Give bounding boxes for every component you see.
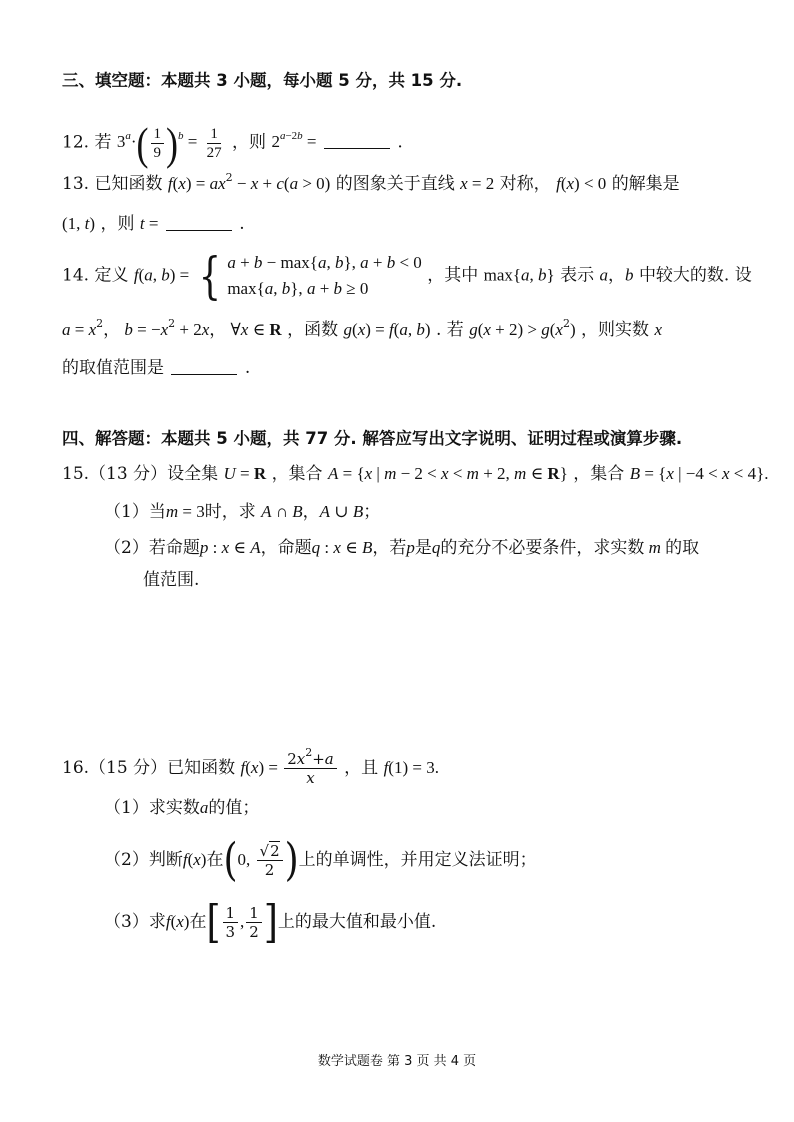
- q14-text-e: ，函数: [287, 320, 339, 340]
- q15-sub2-text-b: ，命题: [260, 538, 312, 558]
- q15-sub2-text-f: 的取: [665, 538, 700, 558]
- q15-points: （13 分）设全集: [89, 464, 219, 484]
- question-14-line3: [62, 356, 250, 380]
- q12-target: $2^{a-2b}$ =: [271, 130, 317, 152]
- q14-text-d: 中较大的数. 设: [638, 265, 752, 286]
- question-12: [62, 118, 403, 169]
- q16-sub3-text-b: 在: [189, 912, 207, 932]
- q16-sub1-text: 的值；: [208, 798, 260, 818]
- q16-and: ，且: [344, 758, 379, 778]
- q15-sub2-text-e: 的充分不必要条件，求实数: [440, 538, 645, 558]
- question-15-sub2: （2）若命题p : x ∈ A，命题q : x ∈ B，若p是q的充分不必要条件，求实数 m 的取: [104, 538, 700, 558]
- q16-sub3-label: （3）求: [104, 912, 166, 932]
- q16-sub2-text-b: 在: [206, 850, 224, 870]
- q16-sub3-text-c: 上的最大值和最小值.: [277, 912, 437, 932]
- question-16-sub3: （3）求f(x)在[ $\frac{1}{3}$ , $\frac{1}{2}$ ]上的最大值和最小值.: [104, 896, 437, 948]
- q13-text-d: 的解集是: [611, 174, 680, 194]
- q14-text-c: 表示: [560, 265, 595, 286]
- q14-piecewise: { a + b − max{a, b}, a + b < 0 max{a, b}, a + b ≥ 0: [198, 247, 422, 305]
- q13-text-a: 已知函数: [94, 174, 163, 194]
- q15-sub2-text-c: ，若: [372, 538, 407, 558]
- q16-sub1-label: （1）求实数: [104, 798, 200, 818]
- q14-end: .: [244, 358, 251, 378]
- q16-sub2-label: （2）判断: [104, 850, 183, 870]
- question-15-sub1: （1）当m = 3时，求 A ∩ B，A ∪ B；: [104, 502, 381, 522]
- q14-text-b: ，其中: [427, 265, 479, 286]
- q14-answer-blank[interactable]: [171, 358, 237, 375]
- q15-number: 15.: [62, 464, 90, 484]
- q16-number: 16.: [62, 758, 90, 778]
- question-14-line1: 14. 定义 f(a, b) = { a + b − max{a, b}, a + b < 0 max{a, b}, a + b ≥ 0 ，其中 max{a, b} 表示 a，b 中较大的数. 设: [62, 247, 752, 305]
- q14-text-h: 的取值范围是: [62, 358, 164, 378]
- q15-sub2-text-d: 是: [414, 538, 432, 558]
- question-15-sub2-line2: 值范围.: [143, 570, 200, 590]
- q15-text-b: ，集合: [573, 464, 625, 484]
- q12-suffix: ，则: [232, 132, 267, 153]
- q15-text-a: ，集合: [271, 464, 323, 484]
- q16-points: （15 分）已知函数: [89, 758, 236, 778]
- q13-end: .: [239, 214, 245, 234]
- q15-sub1-text: 时，求: [204, 502, 256, 522]
- q14-text-g: ，则实数: [581, 320, 650, 340]
- question-16-sub2: （2）判断f(x)在(0, $\frac{√2}{2}$ )上的单调性，并用定义法证明；: [104, 834, 537, 886]
- section-4-heading: 四、解答题：本题共 5 小题，共 77 分. 解答应写出文字说明、证明过程或演算步骤.: [62, 429, 683, 448]
- q12-formula: $3^a\cdot$( $\frac{1}{9}$ )$^b$ = $\frac{1}{27}$: [116, 118, 222, 169]
- q15-sub1-label: （1）当: [104, 502, 166, 522]
- question-16-line1: 16.（15 分）已知函数 f(x) = $\frac{2x^2+a}{x}$ ，且 f(1) = 3.: [62, 746, 439, 787]
- question-13-line2: (1, t) ，则 t = .: [62, 214, 245, 234]
- page-footer: 数学试题卷 第 3 页 共 4 页: [317, 1054, 477, 1069]
- q12-prefix: 若: [94, 132, 112, 153]
- q13-text-e: ，则: [100, 214, 135, 234]
- question-14-line2: $a = x^2$， $b = -x^2 + 2x$， ∀x ∈ R ，函数 g(x) = f(a, b) . 若 $g(x + 2) > g(x^2)$ ，则实数 x: [62, 317, 662, 340]
- q15-sub2-label: （2）若命题: [104, 538, 200, 558]
- q13-number: 13.: [62, 174, 90, 194]
- q12-end: .: [397, 132, 403, 153]
- q14-number: 14.: [62, 265, 90, 286]
- q12-number: 12.: [62, 132, 90, 153]
- question-16-sub1: （1）求实数a的值；: [104, 798, 260, 818]
- q13-function: f: [167, 174, 173, 193]
- question-15-line1: 15.（13 分）设全集 U = R ，集合 A = {x | m − 2 < x < m + 2, m ∈ R} ，集合 B = {x | −4 < x < 4}.: [62, 464, 769, 484]
- q13-text-b: 的图象关于直线: [335, 174, 455, 194]
- q13-answer-blank[interactable]: [166, 214, 232, 231]
- section-3-heading: 三、填空题：本题共 3 小题，每小题 5 分，共 15 分.: [62, 71, 463, 90]
- q13-text-c: 对称，: [499, 174, 551, 194]
- q16-sub2-text-c: 上的单调性，并用定义法证明；: [298, 850, 537, 870]
- question-13-line1: 13. 已知函数 $f(x) = ax^2 - x + c(a > 0)$ 的图象关于直线 x = 2 对称， f(x) < 0 的解集是: [62, 171, 680, 194]
- q14-text-a: 定义: [94, 265, 129, 286]
- q12-answer-blank[interactable]: [324, 132, 390, 149]
- q14-text-f: . 若: [435, 320, 464, 340]
